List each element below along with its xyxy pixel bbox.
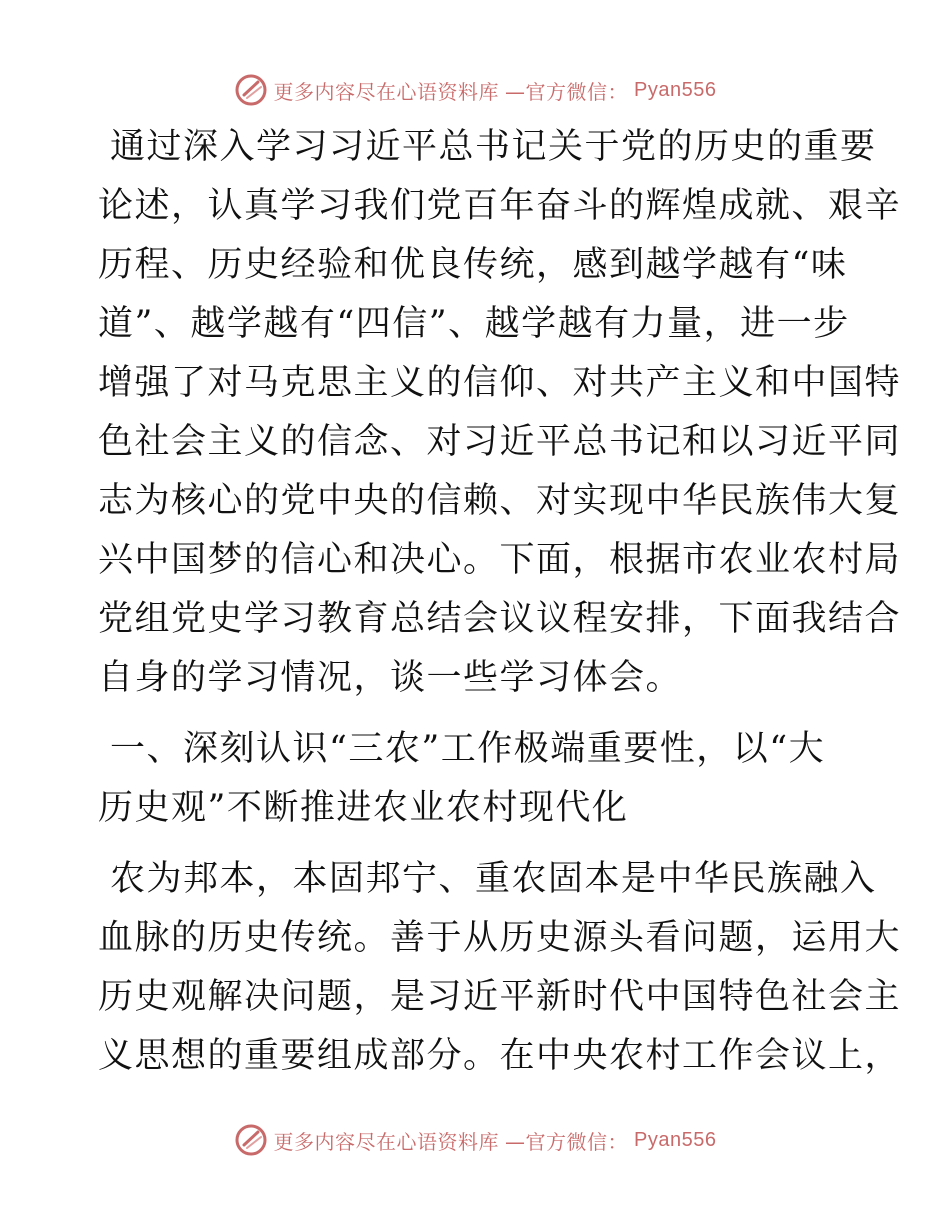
watermark-site-text: 更多内容尽在心语资料库 xyxy=(273,79,500,104)
document-body xyxy=(98,118,902,1098)
watermark-site-text: 更多内容尽在心语资料库 xyxy=(273,1129,500,1154)
paragraph-section-body xyxy=(98,850,902,1086)
section-heading xyxy=(98,720,868,838)
text-line: 义思想的重要组成部分。在中央农村工作会议上， xyxy=(98,1036,902,1076)
text-line: 兴中国梦的信心和决心。下面，根据市农业农村局 xyxy=(98,540,902,580)
text-line: 党组党史学习教育总结会议议程安排，下面我结合 xyxy=(98,599,902,639)
text-line: 农为邦本，本固邦宁、重农固本是中华民族融入 xyxy=(110,859,877,899)
text-line: 色社会主义的信念、对习近平总书记和以习近平同 xyxy=(98,422,902,462)
watermark-separator: —官方微信： xyxy=(505,1129,629,1154)
watermark-account: Pyan556 xyxy=(634,1128,717,1151)
text-line: 历程、历史经验和优良传统，感到越学越有“味 xyxy=(98,245,848,285)
text-line: 自身的学习情况，谈一些学习体会。 xyxy=(98,658,683,698)
watermark-account: Pyan556 xyxy=(634,78,717,101)
text-line: 血脉的历史传统。善于从历史源头看问题，运用大 xyxy=(98,918,902,958)
brand-logo-icon xyxy=(234,1123,268,1157)
brand-logo-icon xyxy=(234,73,268,107)
text-line: 历史观解决问题，是习近平新时代中国特色社会主 xyxy=(98,977,902,1017)
text-line: 一、深刻认识“三农”工作极端重要性，以“大 xyxy=(110,729,826,769)
text-line: 道”、越学越有“四信”、越学越有力量，进一步 xyxy=(98,304,850,344)
watermark-separator: —官方微信： xyxy=(505,79,629,104)
paragraph-intro xyxy=(98,118,902,708)
text-line: 历史观”不断推进农业农村现代化 xyxy=(98,788,629,828)
header-watermark xyxy=(0,70,950,110)
footer-watermark xyxy=(0,1120,950,1160)
text-line: 论述，认真学习我们党百年奋斗的辉煌成就、艰辛 xyxy=(98,186,902,226)
text-line: 志为核心的党中央的信赖、对实现中华民族伟大复 xyxy=(98,481,902,521)
text-line: 增强了对马克思主义的信仰、对共产主义和中国特 xyxy=(98,363,902,403)
text-line: 通过深入学习习近平总书记关于党的历史的重要 xyxy=(110,127,877,167)
